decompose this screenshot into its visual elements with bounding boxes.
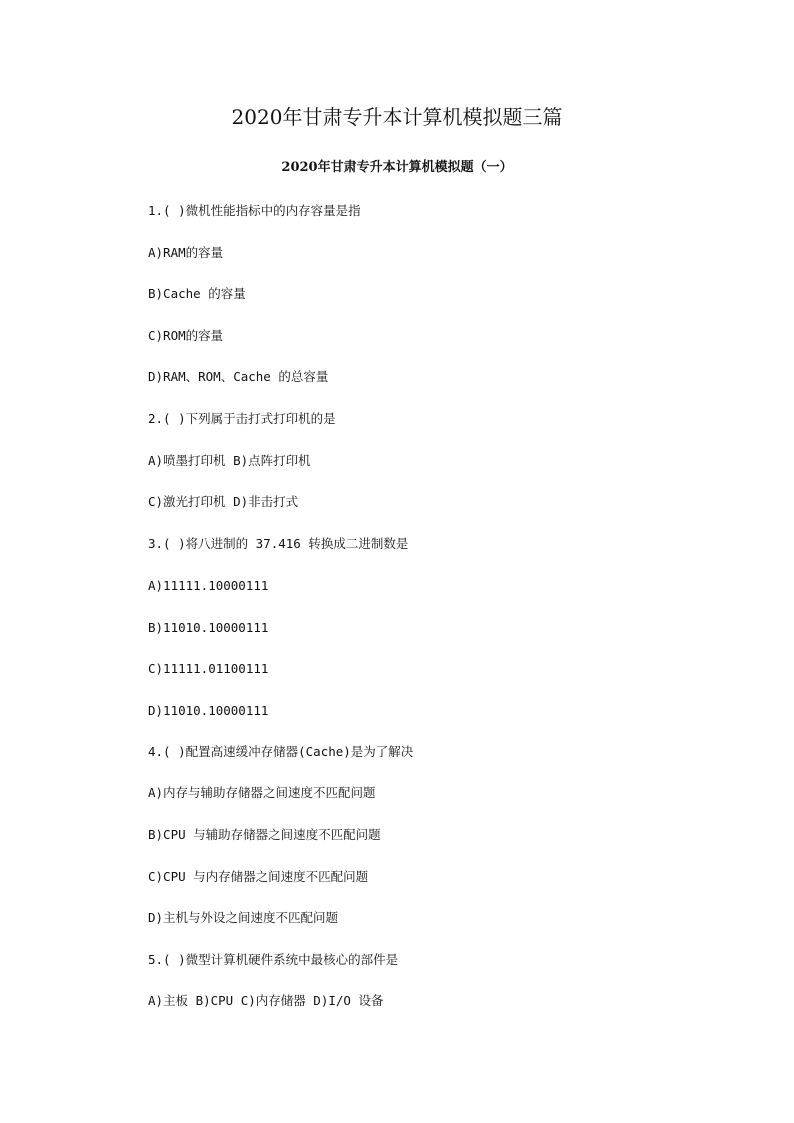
- section-title: 2020年甘肃专升本计算机模拟题（一）: [281, 160, 513, 175]
- question-3-option-c: C)11111.01100111: [148, 661, 269, 676]
- question-2-options-cd: C)激光打印机 D)非击打式: [148, 494, 299, 509]
- question-1-option-c: C)ROM的容量: [148, 328, 224, 343]
- question-5-stem: 5.( )微型计算机硬件系统中最核心的部件是: [148, 952, 399, 967]
- question-2-options-ab: A)喷墨打印机 B)点阵打印机: [148, 453, 311, 468]
- question-4-option-b: B)CPU 与辅助存储器之间速度不匹配问题: [148, 827, 381, 842]
- question-4-option-a: A)内存与辅助存储器之间速度不匹配问题: [148, 785, 376, 800]
- document-title: 2020年甘肃专升本计算机模拟题三篇: [231, 105, 563, 129]
- question-3-stem: 3.( )将八进制的 37.416 转换成二进制数是: [148, 536, 409, 551]
- question-1-option-d: D)RAM、ROM、Cache 的总容量: [148, 369, 329, 384]
- question-4-option-d: D)主机与外设之间速度不匹配问题: [148, 910, 339, 925]
- question-3-option-b: B)11010.10000111: [148, 620, 269, 635]
- question-1-option-a: A)RAM的容量: [148, 245, 224, 260]
- question-4-option-c: C)CPU 与内存储器之间速度不匹配问题: [148, 869, 369, 884]
- question-4-stem: 4.( )配置高速缓冲存储器(Cache)是为了解决: [148, 744, 414, 759]
- question-1-option-b: B)Cache 的容量: [148, 286, 246, 301]
- question-5-options: A)主板 B)CPU C)内存储器 D)I/O 设备: [148, 993, 384, 1008]
- question-3-option-a: A)11111.10000111: [148, 578, 269, 593]
- question-2-stem: 2.( )下列属于击打式打印机的是: [148, 411, 336, 426]
- question-3-option-d: D)11010.10000111: [148, 703, 269, 718]
- question-1-stem: 1.( )微机性能指标中的内存容量是指: [148, 203, 361, 218]
